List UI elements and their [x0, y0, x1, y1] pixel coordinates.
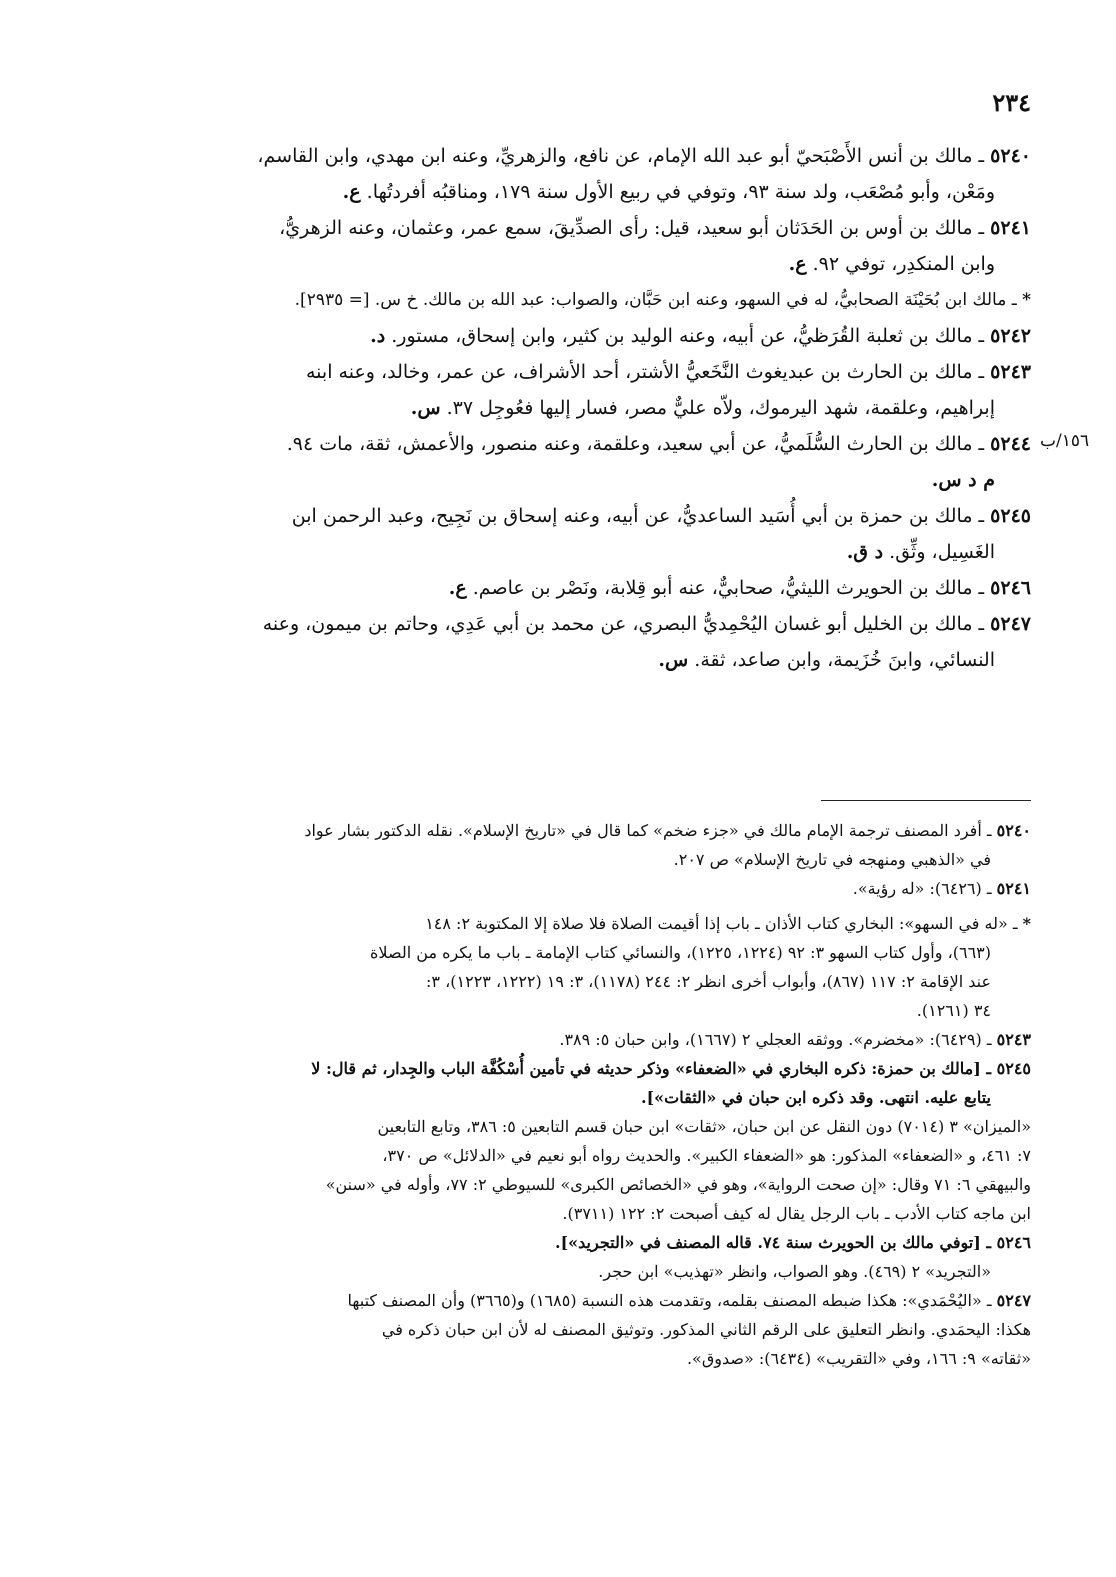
- note-text: ابن ماجه كتاب الأدب ـ باب الرجل يقال له كيف أصبحت ٢: ١٢٢ (٣٧١١).: [562, 1204, 1031, 1223]
- entry-number: ٥٢٤٧: [990, 613, 1031, 635]
- note-5240: ٥٢٤٠ ـ أفرد المصنف ترجمة الإمام مالك في «جزء ضخم» كما قال في «تاريخ الإسلام». نقله الدكتور بشار عواد في «الذهبي ومنهجه في تاريخ الإسلام» ص ٢٠٧.: [115, 816, 1031, 874]
- entry-text: ومَعْن، وأبو مُصْعَب، ولد سنة ٩٣، وتوفي في ربيع الأول سنة ١٧٩، ومناقبُه أفردتُها.: [366, 181, 995, 203]
- entry-text: مالك بن الخليل أبو غسان اليُحْمِديُّ البصري، عن محمد بن أبي عَدِي، وحاتم بن ميمون، وعنه: [262, 613, 973, 635]
- entry-number: ٥٢٤٢: [990, 325, 1031, 347]
- entry-ref: ع.: [788, 253, 807, 275]
- note-text: (٦٤٢٦): «له رؤية».: [852, 879, 982, 898]
- note-5243: ٥٢٤٣ ـ (٦٤٢٩): «مخضرم». ووثقه العجلي ٢ (١٦٦٧)، وابن حبان ٥: ٣٨٩.: [559, 1030, 1031, 1049]
- note-text: (٦٦٣)، وأول كتاب السهو ٣: ٩٢ (١٢٢٤، ١٢٢٥)، والنسائي كتاب الإمامة ـ باب ما يكره من الصلاة: [370, 943, 991, 962]
- entry-text: مالك بن أنس الأَصْبَحيّ أبو عبد الله الإمام، عن نافع، والزهريِّ، وعنه ابن مهدي، وابن القاسم،: [257, 145, 973, 167]
- entry-5244: ٥٢٤٤ ـ مالك بن الحارث السُّلَميُّ، عن أبي سعيد، وعلقمة، وعنه منصور، والأعمش، ثقة، مات ٩٤. م د س.: [286, 433, 1031, 491]
- note-text: «الميزان» ٣ (٧٠١٤) دون النقل عن ابن حبان، «ثقات» ابن حبان قسم التابعين ٥: ٣٨٦، وتابع التابعين: [377, 1117, 1031, 1136]
- note-5247: ٥٢٤٧ ـ «اليُحْمَدي»: هكذا ضبطه المصنف بقلمه، وتقدمت هذه النسبة (١٦٨٥) و(٣٦٦٥) وأن المصنف كتبها هكذا: اليحمَدي. وانظر التعليق على الرقم الثاني المذكور. وتوثيق المصنف له لأن ابن حبان ذكره في «ثقاته» ٩: ١٦٦، وفي «التقريب» (٦٤٣٤): «صدوق».: [115, 1286, 1031, 1373]
- entry-number: ٥٢٤٤: [990, 433, 1031, 455]
- entry-ref: خ س. [= ٢٩٣٥].: [294, 290, 418, 310]
- entry-5247: ٥٢٤٧ ـ مالك بن الخليل أبو غسان اليُحْمِديُّ البصري، عن محمد بن أبي عَدِي، وحاتم بن ميمون، وعنه النسائي، وابنَ خُزَيمة، وابن صاعد، ثقة. س.: [262, 613, 1031, 671]
- note-text: هكذا: اليحمَدي. وانظر التعليق على الرقم الثاني المذكور. وتوثيق المصنف له لأن ابن حبان ذكره في: [381, 1320, 1031, 1339]
- entry-text: الغَسِيل، وثِّق.: [889, 541, 995, 563]
- note-text: في «الذهبي ومنهجه في تاريخ الإسلام» ص ٢٠٧.: [673, 850, 991, 869]
- main-text: [115, 138, 1031, 678]
- note-5241: ٥٢٤١ ـ (٦٤٢٦): «له رؤية».: [852, 879, 1031, 898]
- footnotes: [115, 816, 1031, 1373]
- note-5246: ٥٢٤٦ ـ [توفي مالك بن الحويرث سنة ٧٤. قاله المصنف في «التجريد»]. «التجريد» ٢ (٤٦٩). وهو الصواب، وانظر «تهذيب» ابن حجر.: [115, 1228, 1031, 1286]
- note-number: ٥٢٤٠: [996, 821, 1031, 840]
- entry-ref: س.: [658, 649, 689, 671]
- note-text-bold: [مالك بن حمزة: ذكره البخاري في «الضعفاء» وذكر حديثه في تأمين أُسْكُفَّة الباب والجِدار، ثم قال: لا: [311, 1059, 981, 1078]
- note-number: ٥٢٤٧: [996, 1291, 1031, 1310]
- note-text-bold: [توفي مالك بن الحويرث سنة ٧٤. قاله المصنف في «التجريد»].: [555, 1233, 981, 1252]
- note-text: ٣٤ (١٢٦١).: [916, 1001, 991, 1020]
- entry-text: مالك بن الحويرث الليثيُّ، صحابيٌّ، عنه أبو قِلابة، ونَصْر بن عاصم.: [472, 577, 973, 599]
- note-text: «اليُحْمَدي»: هكذا ضبطه المصنف بقلمه، وتقدمت هذه النسبة (١٦٨٥) و(٣٦٦٥) وأن المصنف كتبها: [347, 1291, 982, 1310]
- star-marker: *: [1022, 914, 1031, 933]
- entry-number: ٥٢٤٠: [990, 145, 1031, 167]
- note-text: عند الإقامة ٢: ١١٧ (٨٦٧)، وأبواب أخرى انظر ٢: ٢٤٤ (١١٧٨)، ٣: ١٩ (١٢٢٢، ١٢٢٣)، ٣:: [426, 972, 991, 991]
- note-number: ٥٢٤٦: [996, 1233, 1031, 1252]
- note-text-bold: يتابع عليه. انتهى. وقد ذكره ابن حبان في «الثقات»].: [641, 1088, 991, 1107]
- note-text: والبيهقي ٦: ٧١ وقال: «إن صحت الرواية»، وهو في «الخصائص الكبرى» للسيوطي ٢: ٧٧، وأوله في «سنن»: [325, 1175, 1031, 1194]
- entry-number: ٥٢٤٦: [990, 577, 1031, 599]
- note-number: ٥٢٤١: [996, 879, 1031, 898]
- note-number: ٥٢٤٥: [996, 1059, 1031, 1078]
- note-text: (٦٤٢٩): «مخضرم». ووثقه العجلي ٢ (١٦٦٧)، وابن حبان ٥: ٣٨٩.: [559, 1030, 982, 1049]
- note-star: * ـ «له في السهو»: البخاري كتاب الأذان ـ باب إذا أقيمت الصلاة فلا صلاة إلا المكتوبة ٢: ١٤٨ (٦٦٣)، وأول كتاب السهو ٣: ٩٢ (١٢٢٤، ١٢٢٥)، والنسائي كتاب الإمامة ـ باب ما يكره من الصلاة عند الإقامة ٢: ١١٧ (٨٦٧)، وأبواب أخرى انظر ٢: ٢٤٤ (١١٧٨)، ٣: ١٩ (١٢٢٢، ١٢٢٣)، ٣: ٣٤ (١٢٦١).: [115, 909, 1031, 1025]
- entry-5245: ٥٢٤٥ ـ مالك بن حمزة بن أبي أُسَيد الساعديُّ، عن أبيه، وعنه إسحاق بن نَجِيح، وعبد الرحمن ابن الغَسِيل، وثِّق. د ق.: [291, 505, 1031, 563]
- note-5245: ٥٢٤٥ ـ [مالك بن حمزة: ذكره البخاري في «الضعفاء» وذكر حديثه في تأمين أُسْكُفَّة الباب والجِدار، ثم قال: لا يتابع عليه. انتهى. وقد ذكره ابن حبان في «الثقات»]. «الميزان» ٣ (٧٠١٤) دون النقل عن ابن حبان، «ثقات» ابن حبان قسم التابعين ٥: ٣٨٦، وتابع التابعين ٧: ٤٦١، و «الضعفاء» المذكور: هو «الضعفاء الكبير». والحديث رواه أبو نعيم في «الدلائل» ص ٣٧٠، والبيهقي ٦: ٧١ وقال: «إن صحت الرواية»، وهو في «الخصائص الكبرى» للسيوطي ٢: ٧٧، وأوله في «سنن» ابن ماجه كتاب الأدب ـ باب الرجل يقال له كيف أصبحت ٢: ١٢٢ (٣٧١١).: [115, 1054, 1031, 1228]
- entry-5246: ٥٢٤٦ ـ مالك بن الحويرث الليثيُّ، صحابيٌّ، عنه أبو قِلابة، ونَصْر بن عاصم. ع.: [448, 577, 1031, 599]
- entry-ref: ع.: [448, 577, 467, 599]
- page-number: ٢٣٤: [992, 88, 1031, 117]
- entry-text: مالك بن حمزة بن أبي أُسَيد الساعديُّ، عن أبيه، وعنه إسحاق بن نَجِيح، وعبد الرحمن ابن: [291, 505, 973, 527]
- entry-ref: س.: [410, 397, 441, 419]
- note-text: «التجريد» ٢ (٤٦٩). وهو الصواب، وانظر «تهذيب» ابن حجر.: [598, 1262, 991, 1281]
- margin-note: ١٥٦/ب: [1040, 431, 1090, 451]
- note-text: ٧: ٤٦١، و «الضعفاء» المذكور: هو «الضعفاء الكبير». والحديث رواه أبو نعيم في «الدلائل» ص ٣٧٠،: [382, 1146, 1031, 1165]
- entry-ref: ع.: [342, 181, 361, 203]
- footnote-divider: [821, 800, 1031, 801]
- entry-text: مالك بن الحارث السُّلَميُّ، عن أبي سعيد، وعلقمة، وعنه منصور، والأعمش، ثقة، مات ٩٤.: [286, 433, 973, 455]
- entry-text: مالك بن الحارث بن عبديغوث النَّخَعيُّ الأشتر، أحد الأشراف، عن عمر، وخالد، وعنه ابنه: [306, 361, 973, 383]
- entry-star: * ـ مالك ابن بُحَيْنَة الصحابيُّ، له في السهو، وعنه ابن حَبَّان، والصواب: عبد الله بن مالك. خ س. [= ٢٩٣٥].: [294, 290, 1031, 310]
- entry-text: وابن المنكدِر، توفي ٩٢.: [812, 253, 995, 275]
- note-text: «له في السهو»: البخاري كتاب الأذان ـ باب إذا أقيمت الصلاة فلا صلاة إلا المكتوبة ٢: ١٤٨: [425, 914, 1008, 933]
- entry-number: ٥٢٤١: [990, 217, 1031, 239]
- entry-ref: م د س.: [931, 469, 995, 491]
- entry-ref: د.: [370, 325, 386, 347]
- entry-5241: ٥٢٤١ ـ مالك بن أوس بن الحَدَثان أبو سعيد، قيل: رأى الصدِّيقَ، سمع عمر، وعثمان، وعنه الزهريُّ، وابن المنكدِر، توفي ٩٢. ع.: [279, 217, 1031, 275]
- entry-text: مالك ابن بُحَيْنَة الصحابيُّ، له في السهو، وعنه ابن حَبَّان، والصواب: عبد الله بن مالك.: [422, 290, 1007, 310]
- entry-text: إبراهيم، وعلقمة، شهد اليرموك، ولاّه عليٌّ مصر، فسار إليها فعُوجِل ٣٧.: [446, 397, 995, 419]
- entry-number: ٥٢٤٥: [990, 505, 1031, 527]
- entry-number: ٥٢٤٣: [990, 361, 1031, 383]
- entry-text: مالك بن ثعلبة القُرَظيُّ، عن أبيه، وعنه الوليد بن كثير، وابن إسحاق، مستور.: [391, 325, 973, 347]
- note-text: أفرد المصنف ترجمة الإمام مالك في «جزء ضخم» كما قال في «تاريخ الإسلام». نقله الدكتور بشار عواد: [304, 821, 982, 840]
- entry-5240: ٥٢٤٠ ـ مالك بن أنس الأَصْبَحيّ أبو عبد الله الإمام، عن نافع، والزهريِّ، وعنه ابن مهدي، وابن القاسم، ومَعْن، وأبو مُصْعَب، ولد سنة ٩٣، وتوفي في ربيع الأول سنة ١٧٩، ومناقبُه أفردتُها. ع.: [257, 145, 1031, 203]
- entry-ref: د ق.: [846, 541, 884, 563]
- entry-5243: ٥٢٤٣ ـ مالك بن الحارث بن عبديغوث النَّخَعيُّ الأشتر، أحد الأشراف، عن عمر، وخالد، وعنه ابنه إبراهيم، وعلقمة، شهد اليرموك، ولاّه عليٌّ مصر، فسار إليها فعُوجِل ٣٧. س.: [306, 361, 1031, 419]
- entry-text: مالك بن أوس بن الحَدَثان أبو سعيد، قيل: رأى الصدِّيقَ، سمع عمر، وعثمان، وعنه الزهريُّ،: [279, 217, 973, 239]
- note-number: ٥٢٤٣: [996, 1030, 1031, 1049]
- entry-5242: ٥٢٤٢ ـ مالك بن ثعلبة القُرَظيُّ، عن أبيه، وعنه الوليد بن كثير، وابن إسحاق، مستور. د.: [370, 325, 1031, 347]
- note-text: «ثقاته» ٩: ١٦٦، وفي «التقريب» (٦٤٣٤): «صدوق».: [686, 1349, 1031, 1368]
- entry-text: النسائي، وابنَ خُزَيمة، وابن صاعد، ثقة.: [694, 649, 995, 671]
- star-marker: *: [1022, 290, 1031, 310]
